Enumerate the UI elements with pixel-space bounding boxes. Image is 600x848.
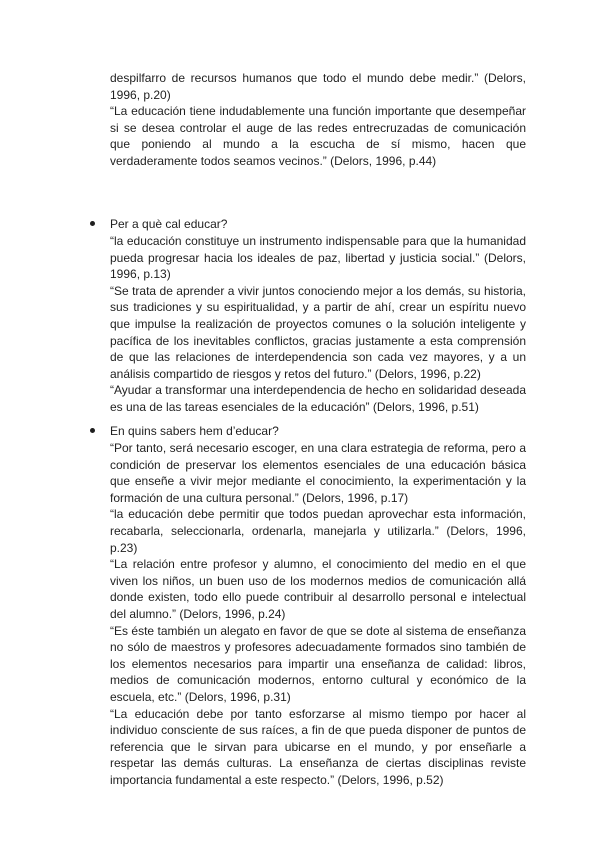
section-1-heading-row [110, 216, 227, 233]
section-2-quote-5: “La educación debe por tanto esforzarse al mismo tiempo por hacer al individuo consciente de sus raíces, a fin de que pueda disponer de puntos de referencia que le sirvan para ubicarse en el mundo, y por enseñarle a respetar las demás culturas. La enseñanza de ciertas disciplinas reviste importancia fundamental a este respecto.” (Delors, 1996, p.52) [110, 706, 526, 787]
top-paragraph-1: despilfarro de recursos humanos que todo el mundo debe medir.” (Delors, 1996, p.20) [110, 71, 526, 102]
section-1-quotes [110, 233, 526, 416]
section-1-quote-1: “la educación constituye un instrumento indispensable para que la humanidad pueda progresar hacia los ideales de paz, libertad y justicia social.” (Delors, 1996, p.13) [110, 234, 526, 282]
bullet-icon [90, 428, 95, 433]
section-2-quote-3: “La relación entre profesor y alumno, el conocimiento del medio en el que viven los niños, un buen uso de los modernos medios de comunicación allá donde existen, todo ello puede contribuir al desarrollo personal e intelectual del alumno.” (Delors, 1996, p.24) [110, 557, 526, 621]
section-1-quote-2: “Se trata de aprender a vivir juntos conociendo mejor a los demás, su historia, sus tradiciones y su espiritualidad, y a partir de ahí, crear un espíritu nuevo que impulse la realización de proyectos comunes o la solución inteligente y pacífica de los inevitables conflictos, gracias justamente a esta comprensión de que las relaciones de interdependencia son cada vez mayores, y a un análisis compartido de riesgos y retos del futuro.” (Delors, 1996, p.22) [110, 283, 526, 381]
section-1-quote-3: “Ayudar a transformar una interdependencia de hecho en solidaridad deseada es una de las tareas esenciales de la educación” (Delors, 1996, p.51) [110, 383, 526, 414]
section-1-heading: Per a què cal educar? [110, 217, 228, 231]
section-2-quotes [110, 440, 526, 788]
section-2-quote-4: “Es éste también un alegato en favor de que se dote al sistema de enseñanza no sólo de maestros y profesores adecuadamente formados sino también de los elementos necesarios para impartir una enseñanza de calidad: libros, medios de comunicación modernos, entorno cultural y económico de la escuela, etc.” (Delors, 1996, p.31) [110, 623, 526, 704]
section-2-quote-1: “Por tanto, será necesario escoger, en una clara estrategia de reforma, pero a condición de preservar los elementos esenciales de una educación básica que enseñe a vivir mejor mediante el conocimiento, la experimentación y la formación de una cultura personal.” (Delors, 1996, p.17) [110, 441, 526, 505]
section-2-heading: En quins sabers hem d’educar? [110, 424, 279, 438]
section-2-heading-row [110, 423, 279, 440]
top-block [110, 70, 526, 170]
section-2-quote-2: “la educación debe permitir que todos puedan aprovechar esta información, recabarla, seleccionarla, ordenarla, manejarla y utilizarla.” (Delors, 1996, p.23) [110, 507, 526, 555]
top-paragraph-2: “La educación tiene indudablemente una función importante que desempeñar si se desea controlar el auge de las redes entrecruzadas de comunicación que poniendo al mundo a la escucha de sí mismo, hacen que verdaderamente todos seamos vecinos.” (Delors, 1996, p.44) [110, 104, 526, 168]
bullet-icon [90, 221, 95, 226]
